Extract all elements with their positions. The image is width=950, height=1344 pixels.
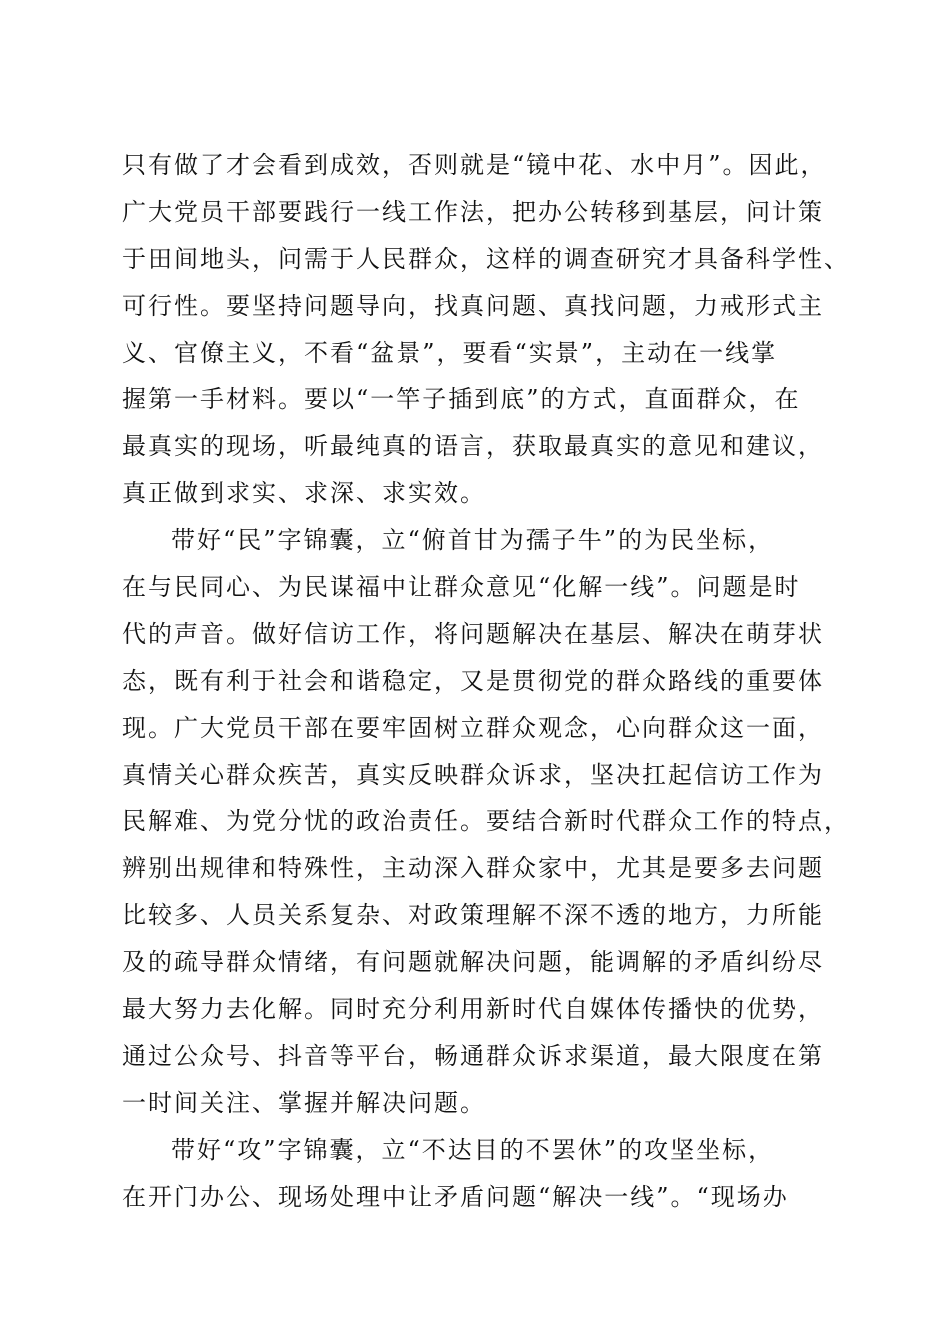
paragraph-start-line: 带好“民”字锦囊，立“俯首甘为孺子牛”的为民坐标，: [171, 526, 775, 555]
text-line: 通过公众号、抖音等平台，畅通群众诉求渠道，最大限度在第: [122, 1041, 824, 1070]
text-line: 义、官僚主义，不看“盆景”，要看“实景”，主动在一线掌: [122, 338, 778, 367]
text-line: 现。广大党员干部在要牢固树立群众观念，心向群众这一面，: [122, 713, 824, 742]
text-line: 民解难、为党分忧的政治责任。要结合新时代群众工作的特点，: [122, 807, 850, 836]
text-line: 可行性。要坚持问题导向，找真问题、真找问题，力戒形式主: [122, 291, 824, 320]
text-line: 只有做了才会看到成效，否则就是“镜中花、水中月”。因此，: [122, 151, 827, 179]
text-line: 最大努力去化解。同时充分利用新时代自媒体传播快的优势，: [122, 995, 824, 1024]
document-body: [122, 142, 852, 1220]
paragraph-start-line: 带好“攻”字锦囊，立“不达目的不罢休”的攻坚坐标，: [171, 1135, 775, 1164]
text-line: 握第一手材料。要以“一竿子插到底”的方式，直面群众，在: [122, 385, 801, 414]
text-line: 辨别出规律和特殊性，主动深入群众家中，尤其是要多去问题: [122, 854, 824, 883]
text-line: 一时间关注、掌握并解决问题。: [122, 1088, 486, 1117]
text-line: 最真实的现场，听最纯真的语言，获取最真实的意见和建议，: [122, 432, 824, 461]
text-line: 态，既有利于社会和谐稳定，又是贯彻党的群众路线的重要体: [122, 666, 824, 695]
text-line: 及的疏导群众情绪，有问题就解决问题，能调解的矛盾纠纷尽: [122, 948, 824, 977]
text-line: 真情关心群众疾苦，真实反映群众诉求，坚决扛起信访工作为: [122, 760, 824, 789]
text-line: 广大党员干部要践行一线工作法，把办公转移到基层，问计策: [122, 197, 824, 226]
text-line: 于田间地头，问需于人民群众，这样的调查研究才具备科学性、: [122, 244, 850, 273]
text-line: 比较多、人员关系复杂、对政策理解不深不透的地方，力所能: [122, 901, 824, 930]
text-line: 真正做到求实、求深、求实效。: [122, 479, 486, 508]
text-line: 代的声音。做好信访工作，将问题解决在基层、解决在萌芽状: [122, 619, 824, 648]
text-line: 在与民同心、为民谋福中让群众意见“化解一线”。问题是时: [122, 573, 801, 602]
text-line: 在开门办公、现场处理中让矛盾问题“解决一线”。“现场办: [122, 1182, 789, 1211]
